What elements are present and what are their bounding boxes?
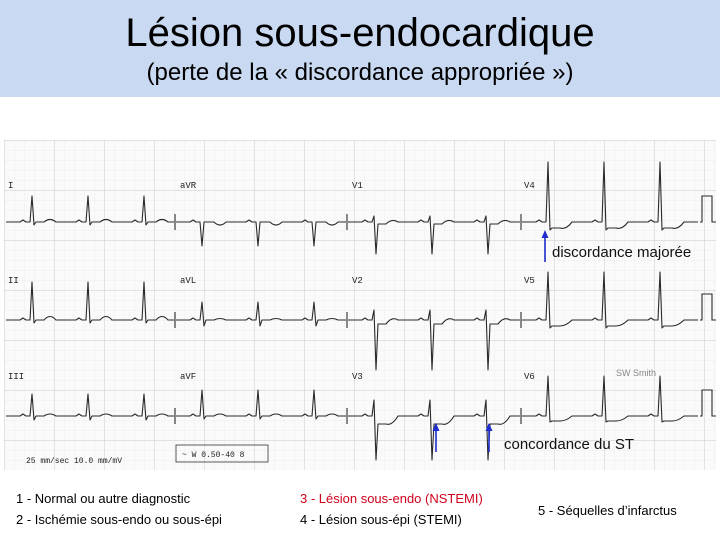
lead-label-I: I [8,181,14,191]
lead-label-III: III [8,372,25,382]
ecg-speed-label: 25 mm/sec 10.0 mm/mV [26,457,123,466]
lead-label-V2: V2 [352,276,363,286]
lead-label-aVF: aVF [180,372,197,382]
lead-label-aVR: aVR [180,181,197,191]
legend-item-4: 4 - Lésion sous-épi (STEMI) [300,512,462,527]
annotation-discordance: discordance majorée [552,244,692,261]
legend-column-3 [538,500,677,521]
lead-label-II: II [8,276,19,286]
lead-label-V1: V1 [352,181,363,191]
ecg-filter-label: ~ W 0.50-40 8 [182,451,245,460]
legend-item-1: 1 - Normal ou autre diagnostic [16,491,191,506]
legend-column-2 [300,488,483,530]
lead-label-V5: V5 [524,276,535,286]
legend-column-1 [16,488,222,530]
annotation-concordance: concordance du ST [504,436,635,453]
title-banner [0,0,720,97]
slide-title: Lésion sous-endocardique [125,11,595,55]
legend-item-5: 5 - Séquelles d’infarctus [538,503,677,518]
legend-item-3-highlighted: 3 - Lésion sous-endo (NSTEMI) [300,491,483,506]
ecg-tracing [4,140,716,470]
lead-label-V4: V4 [524,181,535,191]
lead-label-V3: V3 [352,372,363,382]
slide-subtitle: (perte de la « discordance appropriée ») [146,59,574,86]
lead-label-V6: V6 [524,372,535,382]
lead-label-aVL: aVL [180,276,197,286]
watermark: SW Smith [616,368,657,378]
ecg-svg [4,140,716,470]
legend-item-2: 2 - Ischémie sous-endo ou sous-épi [16,512,222,527]
